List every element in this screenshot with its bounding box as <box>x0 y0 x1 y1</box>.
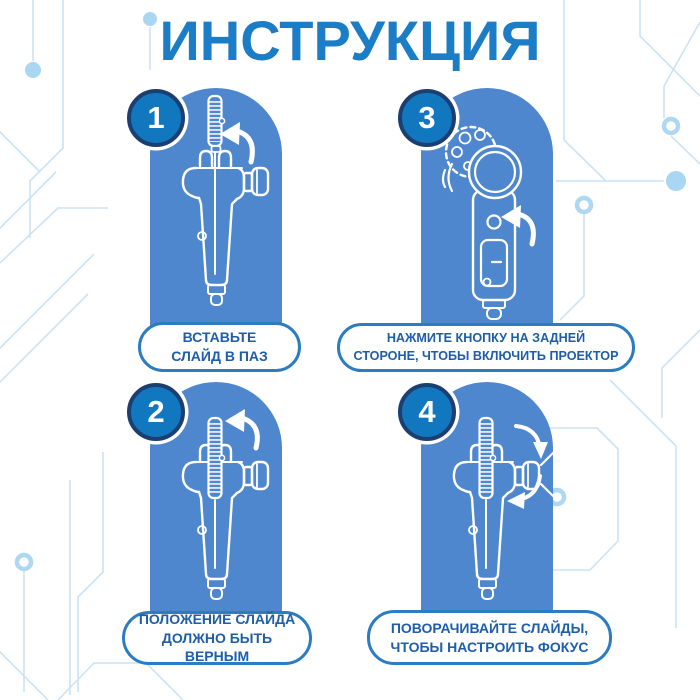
step-1-number-badge <box>127 89 185 147</box>
arrow-left-icon <box>225 409 257 448</box>
step-2-number-badge <box>127 383 185 441</box>
caption-line: СЛАЙД В ПАЗ <box>171 348 268 364</box>
step-number: 3 <box>418 100 436 135</box>
step-3-number-badge <box>398 89 456 147</box>
arrow-left-icon <box>220 122 252 162</box>
step-1-caption <box>138 322 301 372</box>
caption-line: ПОВОРАЧИВАЙТЕ СЛАЙДЫ, <box>390 619 589 636</box>
step-2-caption <box>122 611 312 665</box>
caption-line: ПОЛОЖЕНИЕ СЛАЙДА <box>138 610 296 627</box>
light-beam-icon <box>541 452 553 497</box>
page-title: ИНСТРУКЦИЯ <box>159 9 541 72</box>
caption-line: ЧТОБЫ НАСТРОИТЬ ФОКУС <box>390 638 589 655</box>
caption-line: НАЖМИТЕ КНОПКУ НА ЗАДНЕЙ <box>386 330 586 345</box>
step-number: 1 <box>147 100 165 135</box>
caption-line: ДОЛЖНО БЫТЬ ВЕРНЫМ <box>161 629 273 665</box>
caption-line: СТОРОНЕ, ЧТОБЫ ВКЛЮЧИТЬ ПРОЕКТОР <box>353 348 619 363</box>
step-3-caption <box>337 323 635 372</box>
caption-line: ВСТАВЬТЕ <box>182 329 257 346</box>
step-number: 4 <box>418 394 436 429</box>
step-4-number-badge <box>398 383 456 441</box>
step-4-caption <box>367 610 612 665</box>
rotate-arrow-icon <box>516 426 548 459</box>
step-number: 2 <box>147 394 165 429</box>
